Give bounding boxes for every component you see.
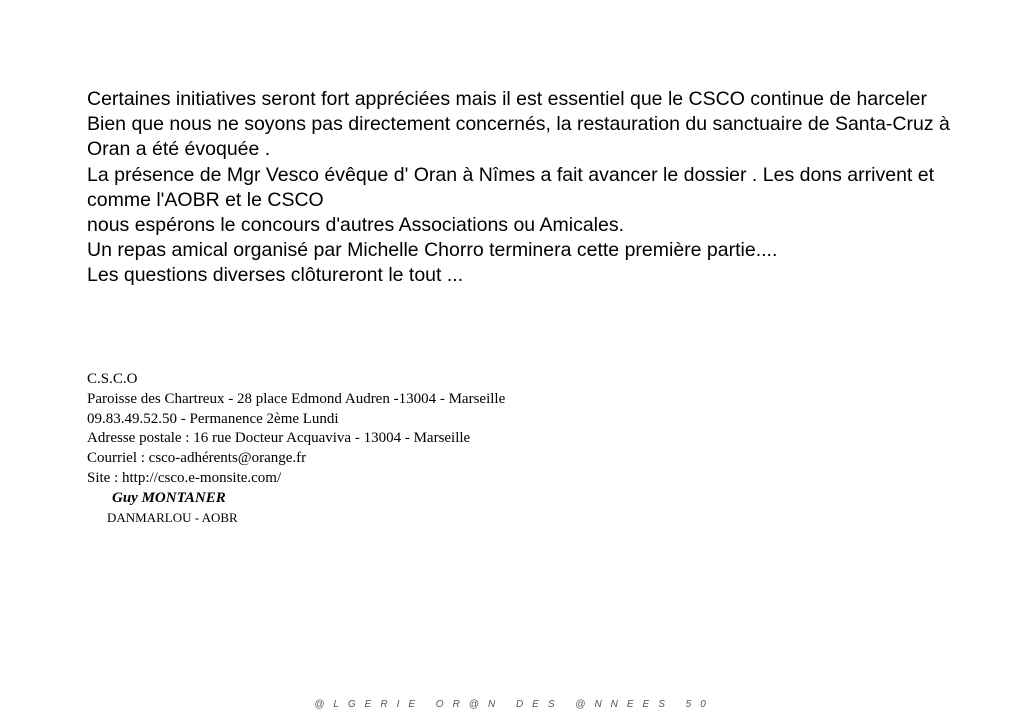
paragraph-line: Un repas amical organisé par Michelle Chorro terminera cette première partie....: [87, 239, 778, 262]
contact-phone: 09.83.49.52.50 - Permanence 2ème Lundi: [87, 410, 339, 427]
signature-name: Guy MONTANER: [112, 489, 226, 506]
signature-organization: DANMARLOU - AOBR: [107, 509, 238, 525]
contact-address: Paroisse des Chartreux - 28 place Edmond Audren -13004 - Marseille: [87, 390, 506, 407]
paragraph-line: Bien que nous ne soyons pas directement concernés, la restauration du sanctuaire de Santa-Cruz à Oran a été évoquée .: [87, 113, 950, 161]
contact-site: Site : http://csco.e-monsite.com/: [87, 469, 282, 486]
paragraph-line: La présence de Mgr Vesco évêque d' Oran à Nîmes a fait avancer le dossier . Les dons arrivent et comme l'AOBR et le CSCO: [87, 163, 935, 211]
contact-name: C.S.C.O: [87, 371, 138, 387]
page-footer: @LGERIE OR@N DES @NNEES 50: [314, 699, 715, 710]
paragraph-line: nous espérons le concours d'autres Associations ou Amicales.: [87, 214, 625, 237]
paragraph-line: Les questions diverses clôtureront le tout ...: [87, 264, 464, 287]
contact-block: [87, 370, 505, 526]
contact-email: Courriel : csco-adhérents@orange.fr: [87, 450, 307, 467]
body-text: [87, 87, 957, 289]
paragraph-line: Certaines initiatives seront fort appréciées mais il est essentiel que le CSCO continue de harceler: [87, 88, 927, 110]
contact-postal-address: Adresse postale : 16 rue Docteur Acquaviva - 13004 - Marseille: [87, 430, 471, 447]
